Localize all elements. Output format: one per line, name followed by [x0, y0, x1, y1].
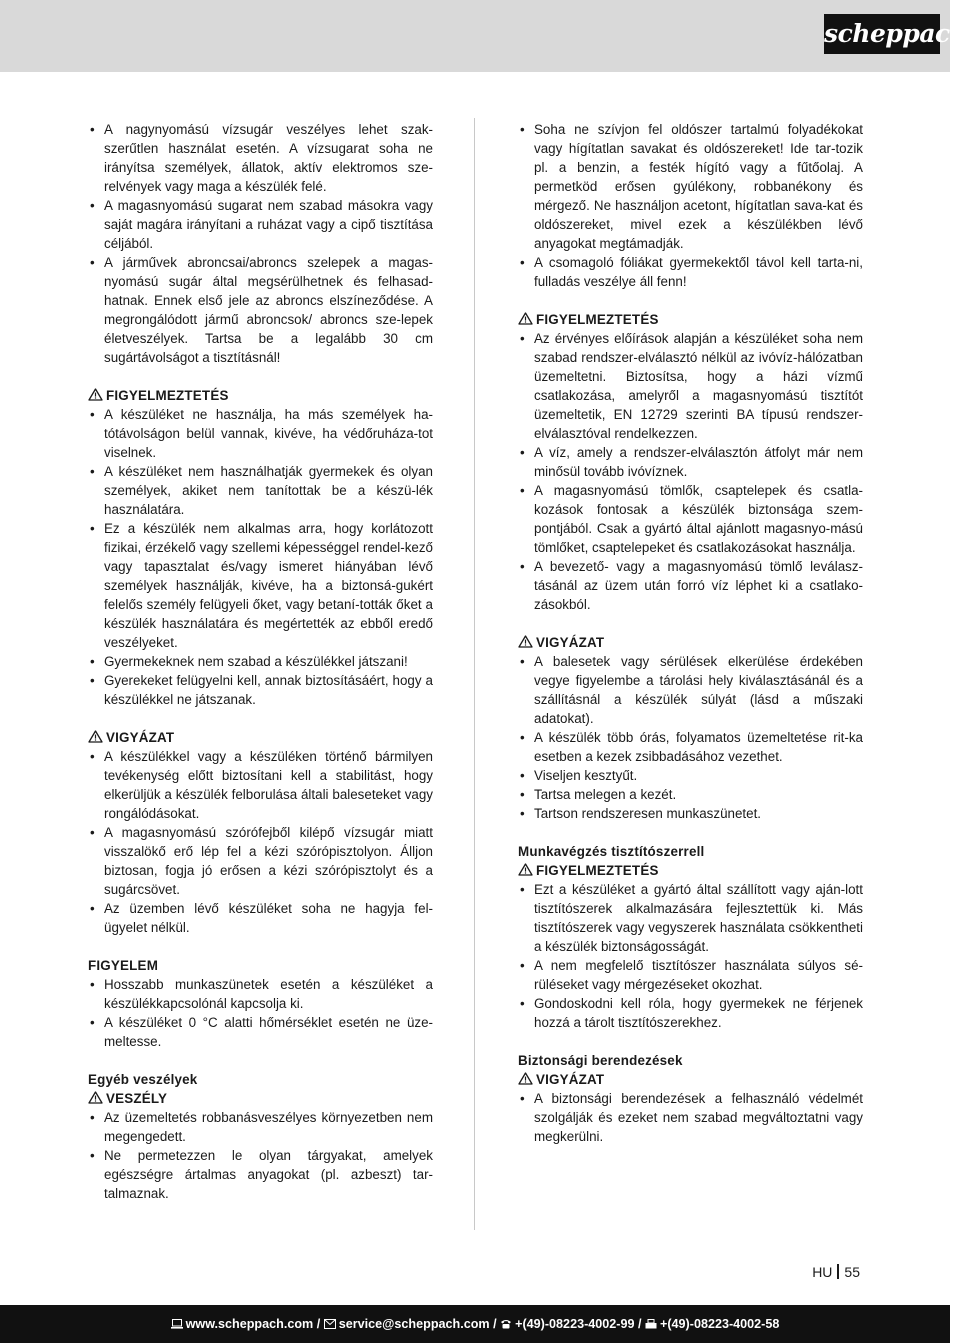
section-heading — [88, 1070, 433, 1089]
fax-number: +(49)-08223-4002-58 — [660, 1317, 780, 1331]
warning-heading — [518, 861, 863, 880]
page-language: HU — [812, 1264, 833, 1280]
bullet-item: • Soha ne szívjon fel oldószer tartalmú folyadékokat vagy hígítatlan savakat és oldószereket! Ide tar-tozik pl. a benzin, a festék hígító vagy a fűtőolaj. A permetköd erősen gyúlékony, robbanékony és mérgező. Ne használjon acetont, hígítatlan sava-kat és oldószereket, mivel ezek a készülékben lévő anyagokat megtámadják. — [518, 120, 863, 253]
bullet-item: • A magasnyomású tömlők, csaptelepek és csatla-kozások fontosak a készülék biztonsága szem-pontjából. Csak a gyártó által ajánlott magasnyo-mású tömlőket, csaptelepeket és csatlakozásokat használja. — [518, 481, 863, 557]
section-gap — [518, 1032, 863, 1051]
bullet-item: • A járművek abroncsai/abroncs szelepek a magas-nyomású sugár által megsérülhetnek és felhasad-hatnak. Ennek első jele az abroncs elszíneződése. A megrongálódott jármű abroncsok/ abroncs sze-lepek életveszélyek. Tartsa be a legalább 30 cm sugártávolságot a tisztításnál! — [88, 253, 433, 367]
brand-logo: scheppach — [824, 14, 940, 54]
section-gap — [88, 937, 433, 956]
bullet-item: • Viseljen kesztyűt. — [518, 766, 863, 785]
bullet-item: • Gyerekeket felügyelni kell, annak biztosításáért, hogy a készülékkel ne játszanak. — [88, 671, 433, 709]
bullet-list — [88, 120, 433, 367]
bullet-item: • A készüléket nem használhatják gyermekek és olyan személyek, akiket nem tanítottak be a készü-lék használatára. — [88, 462, 433, 519]
bullet-item: • A nem megfelelő tisztítószer használata súlyos sé-rüléseket vagy mérgezéseket okozhat. — [518, 956, 863, 994]
bullet-item: • Hosszabb munkaszünetek esetén a készüléket a készülékkapcsolónál kapcsolja ki. — [88, 975, 433, 1013]
bullet-item: • A biztonsági berendezések a felhasználó védelmét szolgálják és ezeket nem szabad megváltoztatni vagy megkerülni. — [518, 1089, 863, 1146]
bullet-item: • A készülékkel vagy a készüléken történő bármilyen tevékenység előtt biztosítani kell a stabilitást, hogy elkerüljük a készülék felborulása általi baleseteket vagy rongálódásokat. — [88, 747, 433, 823]
warning-heading — [88, 386, 433, 405]
bullet-item: • Gondoskodni kell róla, hogy gyermekek ne férjenek hozzá a tárolt tisztítószerekhez. — [518, 994, 863, 1032]
phone-icon — [500, 1319, 512, 1329]
section-gap — [518, 823, 863, 842]
footer-separator: / — [489, 1317, 501, 1331]
section-heading — [518, 842, 863, 861]
page-number-value: 55 — [844, 1264, 860, 1280]
bullet-list — [88, 1108, 433, 1203]
warning-triangle-icon — [88, 1091, 103, 1104]
page-number-separator — [837, 1264, 839, 1279]
bullet-item: • A balesetek vagy sérülések elkerülése érdekében vegye figyelembe a tárolási hely kiválasztásánál és a szállításnál a készülék súlyát (lásd a műszaki adatokat). — [518, 652, 863, 728]
bullet-list — [518, 329, 863, 614]
website-link[interactable]: www.scheppach.com — [185, 1317, 314, 1331]
footer-separator: / — [634, 1317, 645, 1331]
warning-triangle-icon — [88, 730, 103, 743]
heading-text: FIGYELMEZTETÉS — [536, 312, 659, 327]
heading-text: VIGYÁZAT — [106, 730, 175, 745]
bullet-item: • Az üzemeltetés robbanásveszélyes környezetben nem megengedett. — [88, 1108, 433, 1146]
warning-triangle-icon — [88, 388, 103, 401]
section-gap — [518, 614, 863, 633]
warning-heading — [88, 728, 433, 747]
bullet-list — [518, 1089, 863, 1146]
section-gap — [88, 709, 433, 728]
warning-heading — [518, 633, 863, 652]
bullet-item: • Tartson rendszeresen munkaszünetet. — [518, 804, 863, 823]
bullet-item: • A csomagoló fóliákat gyermekektől távol kell tarta-ni, fulladás veszélye áll fenn! — [518, 253, 863, 291]
right-column — [518, 120, 863, 1146]
heading-text: Munkavégzés tisztítószerrell — [518, 844, 705, 859]
heading-text: Egyéb veszélyek — [88, 1072, 198, 1087]
email-icon — [324, 1319, 336, 1329]
heading-text: FIGYELMEZTETÉS — [536, 863, 659, 878]
warning-triangle-icon — [518, 863, 533, 876]
bullet-list — [518, 120, 863, 291]
section-heading — [88, 956, 433, 975]
phone-number: +(49)-08223-4002-99 — [515, 1317, 635, 1331]
bullet-list — [518, 880, 863, 1032]
fax-icon — [645, 1319, 657, 1329]
bullet-item: • A készüléket ne használja, ha más személyek ha-tótávolságon belül vannak, kivéve, ha védőruháza-tot viselnek. — [88, 405, 433, 462]
heading-text: VIGYÁZAT — [536, 1072, 605, 1087]
warning-triangle-icon — [518, 635, 533, 648]
warning-heading — [88, 1089, 433, 1108]
footer-separator: / — [313, 1317, 324, 1331]
bullet-item: • Gyermekeknek nem szabad a készülékkel játszani! — [88, 652, 433, 671]
heading-text: Biztonsági berendezések — [518, 1053, 683, 1068]
bullet-list — [88, 405, 433, 709]
bullet-item: • A készüléket 0 °C alatti hőmérséklet esetén ne üze-meltesse. — [88, 1013, 433, 1051]
bullet-item: • A nagynyomású vízsugár veszélyes lehet szak-szerűtlen használat esetén. A vízsugarat soha ne irányítsa személyek, állatok, aktív elektromos sze-relvények vagy maga a készülék felé. — [88, 120, 433, 196]
bullet-item: • A készülék több órás, folyamatos üzemeltetése rit-ka esetben a kezek zsibbadásához vezethet. — [518, 728, 863, 766]
bullet-item: • A magasnyomású szórófejből kilépő vízsugár miatt visszalökő erő lép fel a kézi szórópisztolyon. Álljon biztosan, fogja jó erősen a kézi szórópisztolyt és a sugárcsövet. — [88, 823, 433, 899]
bullet-item: • Tartsa melegen a kezét. — [518, 785, 863, 804]
column-divider — [474, 118, 475, 1230]
section-heading — [518, 1051, 863, 1070]
bullet-item: • Ne permetezzen le olyan tárgyakat, amelyek egészségre ártalmas anyagokat (pl. azbeszt) tar-talmaznak. — [88, 1146, 433, 1203]
heading-text: VIGYÁZAT — [536, 635, 605, 650]
section-gap — [88, 1051, 433, 1070]
bullet-item: • Az érvényes előírások alapján a készüléket soha nem szabad rendszer-elválasztó nélkül az ivóvíz-hálózatban üzemeltetni. Biztosítsa, hogy a házi vízmű csatlakozása, amelyről a magasnyomású tisztítót üzemeltetik, EN 12729 szerinti BA típusú rendszer-elválasztóval rendelkezzen. — [518, 329, 863, 443]
heading-text: FIGYELEM — [88, 958, 159, 973]
bullet-item: • A víz, amely a rendszer-elválasztón átfolyt már nem minősül tovább ivóvíznek. — [518, 443, 863, 481]
bullet-item: • Ez a készülék nem alkalmas arra, hogy korlátozott fizikai, érzékelő vagy szellemi képességgel rendel-kező vagy tapasztalat és/vagy ismeret hiányában lévő személyek használják, kivéve, ha a biztonsá-gukért felelős személy felügyeli őket, vagy betaní-tották őket a készülék használatára és megértették az ebből eredő veszélyeket. — [88, 519, 433, 652]
warning-heading — [518, 310, 863, 329]
bullet-item: • Az üzemben lévő készüléket soha ne hagyja fel-ügyelet nélkül. — [88, 899, 433, 937]
email-link[interactable]: service@scheppach.com — [338, 1317, 490, 1331]
section-gap — [88, 367, 433, 386]
heading-text: VESZÉLY — [106, 1091, 168, 1106]
bullet-item: • Ezt a készüléket a gyártó által szállított vagy aján-lott tisztítószerek alkalmazására fejlesztettük ki. Más tisztítószerek vagy vegyszerek használata csökkentheti a készülék biztonságosságát. — [518, 880, 863, 956]
left-column — [88, 120, 433, 1203]
warning-heading — [518, 1070, 863, 1089]
page-number — [812, 1264, 860, 1280]
warning-triangle-icon — [518, 1072, 533, 1085]
bullet-list — [88, 747, 433, 937]
bullet-item: • A magasnyomású sugarat nem szabad másokra vagy saját magára irányítani a ruházat vagy a cipő tisztítása céljából. — [88, 196, 433, 253]
bullet-list — [518, 652, 863, 823]
header-band — [0, 0, 950, 72]
heading-text: FIGYELMEZTETÉS — [106, 388, 229, 403]
warning-triangle-icon — [518, 312, 533, 325]
bullet-list — [88, 975, 433, 1051]
section-gap — [518, 291, 863, 310]
footer-bar — [0, 1305, 950, 1343]
bullet-item: • A bevezető- vagy a magasnyomású tömlő leválasz-tásánál az üzem után forró víz léphet ki a csatlako-zásokból. — [518, 557, 863, 614]
computer-icon — [171, 1319, 183, 1329]
